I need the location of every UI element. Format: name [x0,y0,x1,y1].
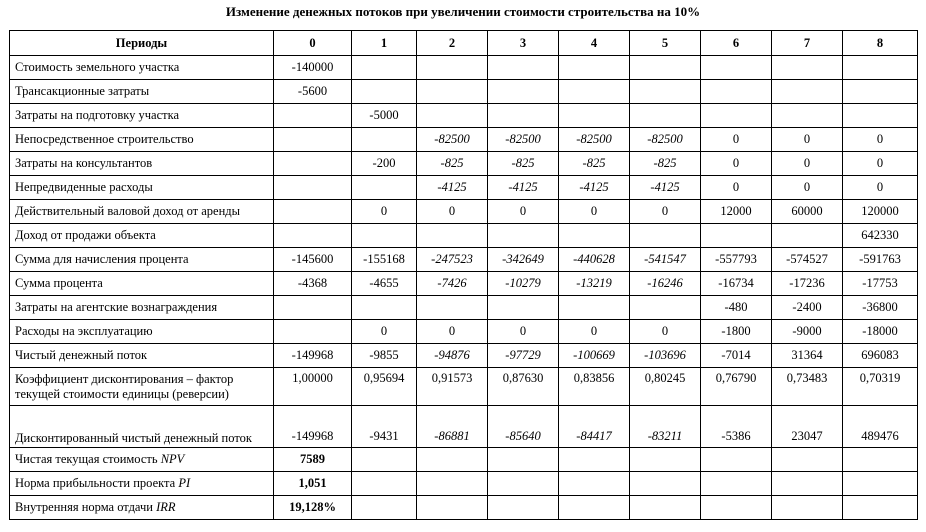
table-row [10,104,918,128]
cell-period-6: -7014 [701,344,772,368]
cell-period-3: -4125 [488,176,559,200]
cell-period-5: -83211 [630,406,701,448]
cell-period-8: 489476 [843,406,918,448]
cell-period-1: -5000 [352,104,417,128]
cell-period-8: 696083 [843,344,918,368]
header-periods: Периоды [10,31,274,56]
row-label: Коэффициент дисконтирования – фактор текущей стоимости единицы (реверсии) [10,368,274,406]
cell-period-2 [417,80,488,104]
cell-period-0 [274,320,352,344]
cell-period-8 [843,472,918,496]
header-period-6: 6 [701,31,772,56]
cell-period-8 [843,56,918,80]
row-label: Дисконтированный чистый денежный поток [10,406,274,448]
cell-period-5: -82500 [630,128,701,152]
cell-period-5: -103696 [630,344,701,368]
table-row [10,406,918,448]
cell-period-8: 0 [843,152,918,176]
cell-period-4: 0 [559,200,630,224]
cell-period-5 [630,296,701,320]
cell-period-3 [488,80,559,104]
cell-period-6: 0 [701,176,772,200]
cell-period-3: 0,87630 [488,368,559,406]
cell-period-0 [274,128,352,152]
cell-period-7 [772,496,843,520]
cell-period-4: -825 [559,152,630,176]
cell-period-3: -10279 [488,272,559,296]
cell-period-5: -825 [630,152,701,176]
cell-period-0 [274,176,352,200]
row-label: Норма прибыльности проекта PI [10,472,274,496]
cell-period-5 [630,224,701,248]
cell-period-3 [488,104,559,128]
table-row [10,248,918,272]
cell-period-0: 1,051 [274,472,352,496]
cell-period-0: -4368 [274,272,352,296]
table-row [10,176,918,200]
abbr-label: IRR [156,500,176,514]
cell-period-7: 31364 [772,344,843,368]
cell-period-5 [630,496,701,520]
cell-period-0 [274,296,352,320]
cell-period-7: -2400 [772,296,843,320]
cell-period-1 [352,496,417,520]
cell-period-1: -4655 [352,272,417,296]
cell-period-6: 0 [701,152,772,176]
row-label: Непосредственное строительство [10,128,274,152]
cell-period-8: -591763 [843,248,918,272]
cell-period-1: -155168 [352,248,417,272]
cell-period-3: 0 [488,200,559,224]
cell-period-8: 0,70319 [843,368,918,406]
header-period-4: 4 [559,31,630,56]
cell-period-5: 0,80245 [630,368,701,406]
cell-period-7: 23047 [772,406,843,448]
cell-period-3 [488,224,559,248]
cell-period-1 [352,80,417,104]
cell-period-4 [559,56,630,80]
cell-period-7 [772,104,843,128]
cell-period-7: -9000 [772,320,843,344]
table-row [10,56,918,80]
table-row [10,320,918,344]
table-row [10,296,918,320]
cell-period-7: 60000 [772,200,843,224]
cell-period-4: 0,83856 [559,368,630,406]
cell-period-8: 642330 [843,224,918,248]
cell-period-1: 0,95694 [352,368,417,406]
cell-period-1: 0 [352,200,417,224]
abbr-label: NPV [160,452,185,466]
cell-period-4: -440628 [559,248,630,272]
row-label: Сумма для начисления процента [10,248,274,272]
cell-period-2 [417,224,488,248]
table-row [10,224,918,248]
cell-period-8 [843,80,918,104]
table-row [10,472,918,496]
cell-period-0 [274,200,352,224]
cell-period-7: 0 [772,152,843,176]
cell-period-0: -145600 [274,248,352,272]
cell-period-6: -1800 [701,320,772,344]
cell-period-4: -13219 [559,272,630,296]
cell-period-0: -149968 [274,406,352,448]
cell-period-0: 1,00000 [274,368,352,406]
cell-period-5 [630,472,701,496]
cell-period-5: -16246 [630,272,701,296]
table-row [10,344,918,368]
cell-period-0: -140000 [274,56,352,80]
cell-period-5 [630,448,701,472]
header-period-7: 7 [772,31,843,56]
table-row [10,368,918,406]
cell-period-2: -86881 [417,406,488,448]
cell-period-6 [701,224,772,248]
cell-period-6: 12000 [701,200,772,224]
cell-period-7 [772,472,843,496]
cell-period-8 [843,448,918,472]
cell-period-6: -16734 [701,272,772,296]
cell-period-0: -5600 [274,80,352,104]
cell-period-3 [488,296,559,320]
cell-period-1 [352,296,417,320]
cell-period-7: 0 [772,128,843,152]
cash-flow-table [9,30,918,520]
cell-period-4 [559,104,630,128]
cell-period-2: 0,91573 [417,368,488,406]
cell-period-4: -84417 [559,406,630,448]
cell-period-6 [701,496,772,520]
cell-period-8: 0 [843,176,918,200]
cell-period-4 [559,472,630,496]
header-period-0: 0 [274,31,352,56]
cell-period-4 [559,80,630,104]
cell-period-0: 7589 [274,448,352,472]
cell-period-2: 0 [417,200,488,224]
cell-period-3: -825 [488,152,559,176]
row-label: Чистая текущая стоимость NPV [10,448,274,472]
cell-period-8: 120000 [843,200,918,224]
cell-period-2: -247523 [417,248,488,272]
cell-period-8: 0 [843,128,918,152]
cell-period-2: 0 [417,320,488,344]
cell-period-2: -825 [417,152,488,176]
cell-period-2: -94876 [417,344,488,368]
row-label: Затраты на агентские вознаграждения [10,296,274,320]
row-label: Доход от продажи объекта [10,224,274,248]
row-label: Затраты на консультантов [10,152,274,176]
cell-period-7: -574527 [772,248,843,272]
cell-period-2 [417,56,488,80]
cell-period-0: 19,128% [274,496,352,520]
cell-period-6 [701,80,772,104]
cell-period-5: -541547 [630,248,701,272]
cell-period-8: -17753 [843,272,918,296]
cell-period-0 [274,224,352,248]
cell-period-1 [352,472,417,496]
cell-period-2: -7426 [417,272,488,296]
cell-period-6 [701,104,772,128]
table-row [10,200,918,224]
cell-period-1: 0 [352,320,417,344]
cell-period-4 [559,448,630,472]
row-label: Чистый денежный поток [10,344,274,368]
header-period-8: 8 [843,31,918,56]
cell-period-8 [843,104,918,128]
cell-period-4: 0 [559,320,630,344]
cell-period-3 [488,472,559,496]
cell-period-2 [417,472,488,496]
row-label: Внутренняя норма отдачи IRR [10,496,274,520]
cell-period-6: -480 [701,296,772,320]
row-label: Стоимость земельного участка [10,56,274,80]
cell-period-3: -97729 [488,344,559,368]
cell-period-1 [352,448,417,472]
cell-period-6: 0 [701,128,772,152]
cell-period-7 [772,80,843,104]
cell-period-3 [488,56,559,80]
table-row [10,448,918,472]
cell-period-0 [274,152,352,176]
cell-period-1: -200 [352,152,417,176]
cell-period-5: 0 [630,320,701,344]
header-row [10,31,918,56]
cell-period-6: -5386 [701,406,772,448]
cell-period-4: -4125 [559,176,630,200]
cell-period-5: 0 [630,200,701,224]
table-row [10,152,918,176]
cell-period-0: -149968 [274,344,352,368]
cell-period-2: -82500 [417,128,488,152]
cell-period-8 [843,496,918,520]
row-label: Трансакционные затраты [10,80,274,104]
row-label: Непредвиденные расходы [10,176,274,200]
cell-period-1 [352,176,417,200]
cell-period-6 [701,448,772,472]
cell-period-1 [352,56,417,80]
cell-period-6 [701,472,772,496]
abbr-label: PI [178,476,191,490]
cell-period-3 [488,496,559,520]
cell-period-1: -9431 [352,406,417,448]
cell-period-3: -82500 [488,128,559,152]
cell-period-2 [417,496,488,520]
table-row [10,128,918,152]
cell-period-2 [417,448,488,472]
row-label: Действительный валовой доход от аренды [10,200,274,224]
row-label: Затраты на подготовку участка [10,104,274,128]
cell-period-2 [417,104,488,128]
header-period-3: 3 [488,31,559,56]
cell-period-6: 0,76790 [701,368,772,406]
cell-period-3 [488,448,559,472]
cell-period-7 [772,56,843,80]
cell-period-7: -17236 [772,272,843,296]
table-row [10,496,918,520]
page-title: Изменение денежных потоков при увеличении стоимости строительства на 10% [225,4,701,19]
cell-period-5 [630,104,701,128]
cell-period-1: -9855 [352,344,417,368]
table-row [10,80,918,104]
cell-period-4: -100669 [559,344,630,368]
cell-period-7 [772,448,843,472]
cell-period-2 [417,296,488,320]
cell-period-7: 0,73483 [772,368,843,406]
row-label: Сумма процента [10,272,274,296]
cell-period-5: -4125 [630,176,701,200]
cell-period-1 [352,224,417,248]
cell-period-4 [559,224,630,248]
cell-period-1 [352,128,417,152]
cell-period-8: -36800 [843,296,918,320]
cell-period-5 [630,56,701,80]
cell-period-3: -85640 [488,406,559,448]
cell-period-8: -18000 [843,320,918,344]
header-period-2: 2 [417,31,488,56]
table-row [10,272,918,296]
cell-period-5 [630,80,701,104]
header-period-5: 5 [630,31,701,56]
cell-period-3: -342649 [488,248,559,272]
cell-period-2: -4125 [417,176,488,200]
cell-period-6 [701,56,772,80]
cell-period-4: -82500 [559,128,630,152]
cell-period-3: 0 [488,320,559,344]
cell-period-4 [559,496,630,520]
cell-period-7 [772,224,843,248]
cell-period-4 [559,296,630,320]
cell-period-6: -557793 [701,248,772,272]
cell-period-0 [274,104,352,128]
cell-period-7: 0 [772,176,843,200]
header-period-1: 1 [352,31,417,56]
row-label: Расходы на эксплуатацию [10,320,274,344]
